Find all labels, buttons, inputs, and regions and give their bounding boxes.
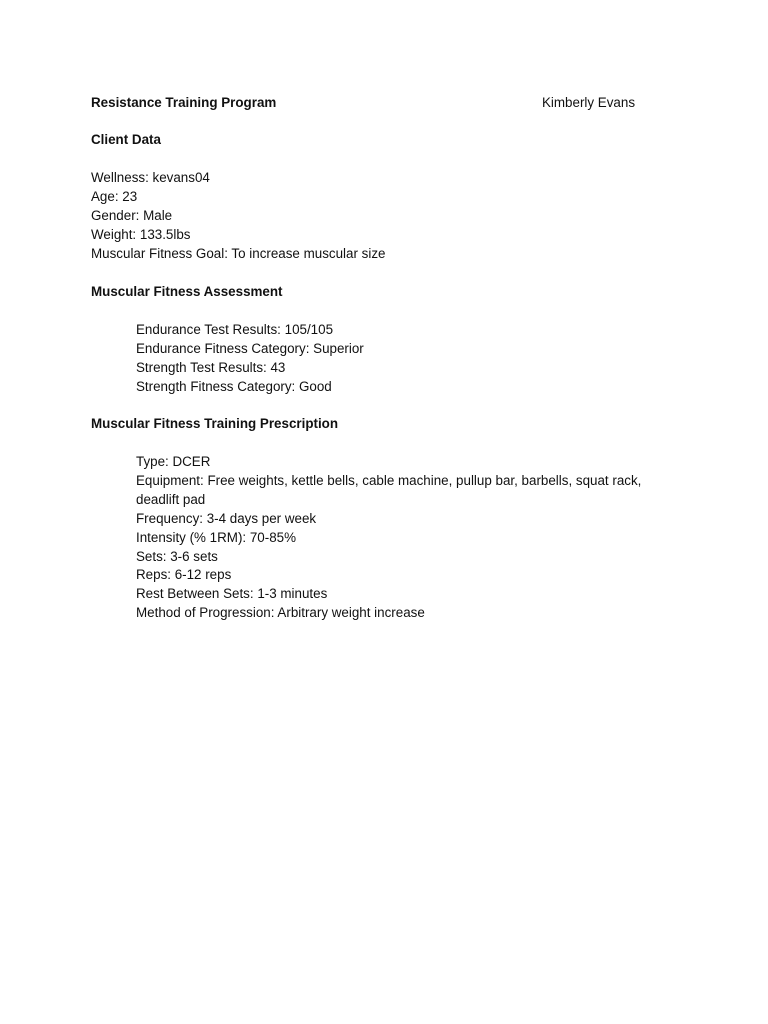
- author-name: Kimberly Evans: [542, 95, 636, 110]
- client-data-list: [91, 169, 385, 264]
- strength-test-results: Strength Test Results: 43: [136, 359, 286, 375]
- prescription-rest: Rest Between Sets: 1-3 minutes: [136, 586, 328, 602]
- client-data-heading: Client Data: [91, 132, 161, 147]
- prescription-reps: Reps: 6-12 reps: [136, 567, 232, 583]
- prescription-frequency: Frequency: 3-4 days per week: [136, 510, 317, 526]
- assessment-list: [136, 321, 364, 397]
- client-wellness: Wellness: kevans04: [91, 170, 210, 185]
- prescription-intensity: Intensity (% 1RM): 70-85%: [136, 529, 297, 545]
- endurance-test-results: Endurance Test Results: 105/105: [136, 322, 334, 337]
- client-gender: Gender: Male: [91, 207, 173, 223]
- prescription-heading: Muscular Fitness Training Prescription: [91, 416, 339, 431]
- client-weight: Weight: 133.5lbs: [91, 226, 191, 242]
- assessment-heading: Muscular Fitness Assessment: [91, 284, 283, 299]
- strength-fitness-category: Strength Fitness Category: Good: [136, 378, 332, 394]
- prescription-equipment: Equipment: Free weights, kettle bells, cable machine, pullup bar, barbells, squat rack,: [136, 472, 642, 488]
- client-goal: Muscular Fitness Goal: To increase muscular size: [91, 245, 386, 261]
- client-age: Age: 23: [91, 188, 138, 204]
- prescription-progression: Method of Progression: Arbitrary weight increase: [136, 605, 425, 621]
- prescription-list: [136, 453, 641, 623]
- prescription-sets: Sets: 3-6 sets: [136, 548, 218, 564]
- endurance-fitness-category: Endurance Fitness Category: Superior: [136, 340, 364, 356]
- document-title: Resistance Training Program: [91, 95, 277, 110]
- prescription-equipment-continued: deadlift pad: [136, 491, 206, 507]
- prescription-type: Type: DCER: [136, 454, 211, 469]
